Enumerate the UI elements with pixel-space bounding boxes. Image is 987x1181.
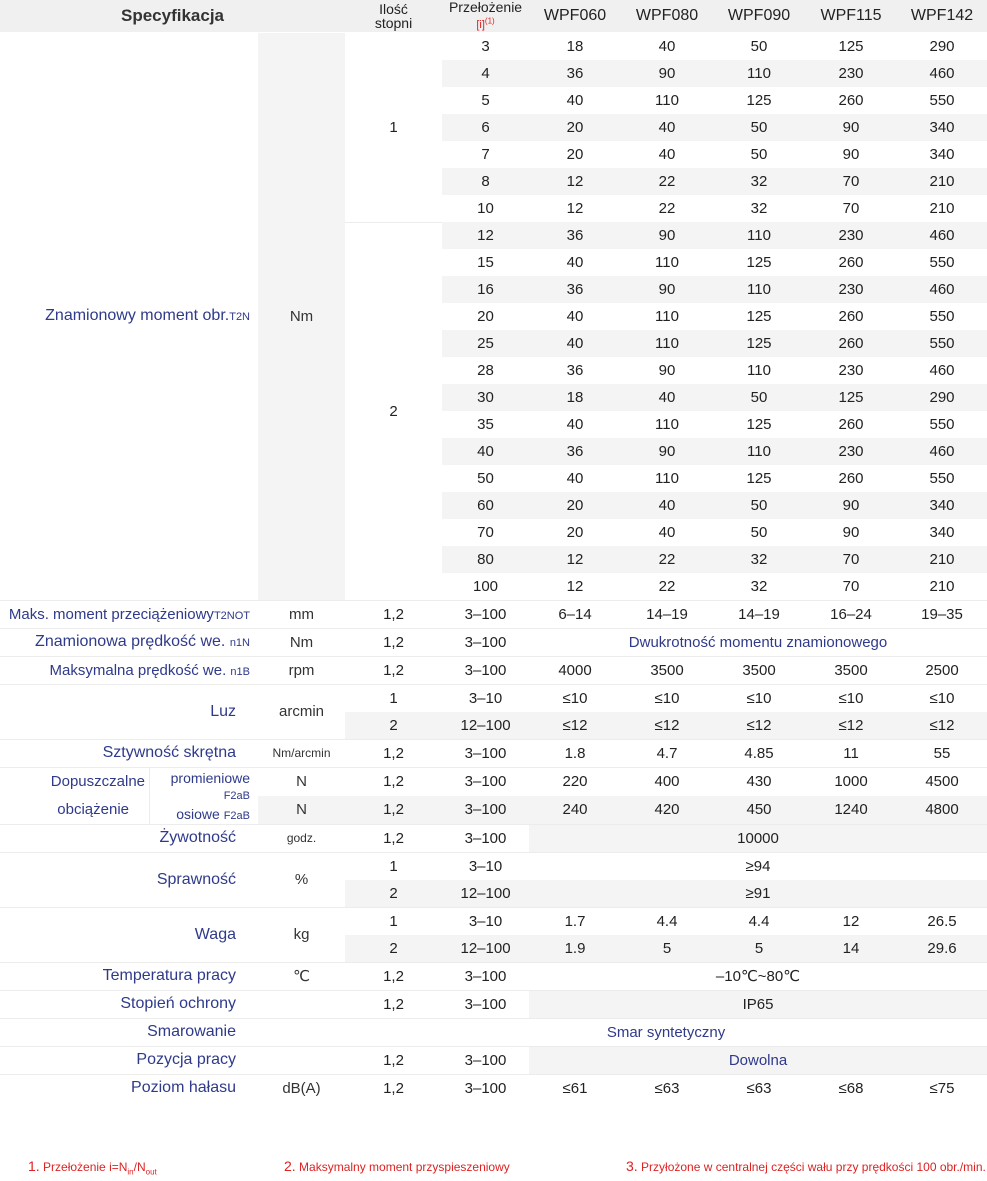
table-row: 35 40 110 125 260 550 <box>477 415 955 433</box>
table-row: 16 36 90 110 230 460 <box>0 276 987 303</box>
ratio-header: Przełożenie $[i]^{(1)}$ <box>442 0 529 33</box>
table-row: Znamionowa prędkość we. n1N Nm 1,2 3–100 Dwukrotność momentu znamionowego <box>0 628 987 656</box>
model-header: WPF090 <box>713 0 805 33</box>
table-row: 20 40 110 125 260 550 <box>477 307 955 325</box>
model-header: WPF080 <box>621 0 713 33</box>
table-row: Pozycja pracy 1,2 3–100 Dowolna <box>0 1046 987 1074</box>
footnote-1: 1. Przełożenie $i=N_{in}/N_{out}$ <box>28 1158 157 1177</box>
table-row: 8 12 22 32 70 210 <box>0 168 987 195</box>
header-row <box>0 0 987 33</box>
table-row: 50 40 110 125 260 550 <box>477 469 955 487</box>
table-row: Sprawność % 1 3–10 ≥94 <box>0 852 987 880</box>
table-row: 15 40 110 125 260 550 <box>477 253 955 271</box>
table-row: Smarowanie Smar syntetyczny <box>0 1018 987 1046</box>
torque-label: Znamionowy moment obr.T2N <box>45 307 250 325</box>
table-row: Luz arcmin 1 3–10 ≤10 ≤10 ≤10 ≤10 ≤10 <box>0 684 987 712</box>
table-row: 70 20 40 50 90 340 <box>477 523 955 541</box>
model-header: WPF060 <box>529 0 621 33</box>
table-row: Temperatura pracy ℃ 1,2 3–100 –10℃~80℃ <box>0 962 987 990</box>
table-row: Sztywność skrętna Nm/arcmin 1,2 3–100 1.8 4.7 4.85 11 55 <box>0 739 987 767</box>
table-row: 100 12 22 32 70 210 <box>473 577 955 595</box>
table-row: Znamionowy moment obr.T2N Nm 1 3 18 40 50 125 290 <box>0 33 987 60</box>
table-row: Waga kg 1 3–10 1.7 4.4 4.4 12 26.5 <box>0 907 987 935</box>
table-row: 2 12–100 ≤12 ≤12 ≤12 ≤12 ≤12 <box>0 712 987 739</box>
table-row: 6 20 40 50 90 340 <box>0 114 987 141</box>
table-row: Maksymalna prędkość we. n1B rpm 1,2 3–100 4000 3500 3500 3500 2500 <box>0 656 987 684</box>
table-row: 60 20 40 50 90 340 <box>0 492 987 519</box>
table-row: 10 12 22 32 70 210 <box>477 199 955 217</box>
spec-header: Specyfikacja <box>0 0 345 33</box>
table-row: Dopuszczalne obciążenie promieniowe F2aB osiowe F2aB N 1,2 3–100 220 400 430 1000 4500 <box>0 767 987 796</box>
footnote-2: 2. Maksymalny moment przyspieszeniowy <box>284 1158 510 1174</box>
table-row: Żywotność godz. 1,2 3–100 10000 <box>0 824 987 852</box>
table-row: Maks. moment przeciążeniowyT2NOT mm 1,2 3–100 6–14 14–19 14–19 16–24 19–35 <box>0 600 987 628</box>
table-row: 2 12–100 ≥91 <box>0 880 987 907</box>
table-row: 2 12 36 90 110 230 460 <box>0 222 987 249</box>
table-row: 25 40 110 125 260 550 <box>0 330 987 357</box>
table-row: 28 36 90 110 230 460 <box>477 361 955 379</box>
table-row: 40 36 90 110 230 460 <box>0 438 987 465</box>
table-row: Stopień ochrony 1,2 3–100 IP65 <box>0 990 987 1018</box>
table-row: N 1,2 3–100 240 420 450 1240 4800 <box>0 796 987 824</box>
table-row: 80 12 22 32 70 210 <box>0 546 987 573</box>
model-header: WPF142 <box>897 0 987 33</box>
table-row: 5 40 110 125 260 550 <box>481 91 955 109</box>
model-header: WPF115 <box>805 0 897 33</box>
table-row: 4 36 90 110 230 460 <box>0 60 987 87</box>
table-row: Poziom hałasu dB(A) 1,2 3–100 ≤61 ≤63 ≤63 ≤68 ≤75 <box>0 1074 987 1102</box>
table-row: 7 20 40 50 90 340 <box>481 145 955 163</box>
footnote-3: 3. Przyłożone w centralnej części wału przy prędkości 100 obr./min. <box>626 1158 986 1174</box>
table-row: 2 12–100 1.9 5 5 14 29.6 <box>0 935 987 962</box>
table-row: 30 18 40 50 125 290 <box>0 384 987 411</box>
stages-header: Ilość stopni <box>345 0 442 33</box>
